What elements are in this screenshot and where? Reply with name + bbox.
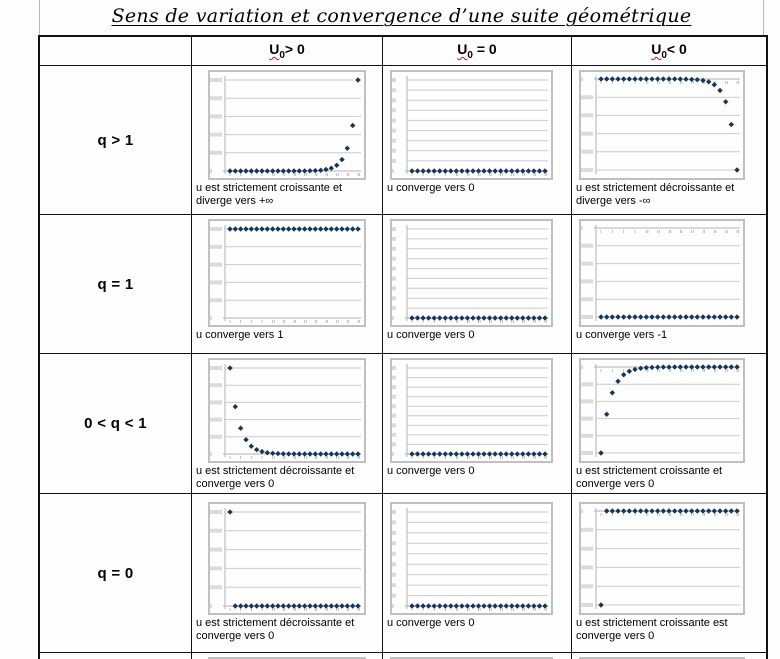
u0-symbol: $U_0$ xyxy=(457,41,473,61)
row-label-q-eq-1: q = 1 xyxy=(40,215,192,354)
sequence-chart xyxy=(208,219,366,327)
sequence-chart xyxy=(579,219,745,327)
sequence-chart xyxy=(208,358,366,463)
column-header-u0-negative xyxy=(572,37,766,66)
chart-caption: u est strictement croissante et converge vers 0 xyxy=(576,465,723,490)
u0-symbol: $U_0$ xyxy=(651,41,667,61)
cell-cutoff-u0-negative xyxy=(572,653,766,659)
sequence-chart xyxy=(208,502,366,615)
cell-q-between-u0-positive xyxy=(192,354,383,494)
page-title: Sens de variation et convergence d’une suite géométrique xyxy=(111,5,692,27)
table-corner-cell xyxy=(40,37,192,66)
variation-convergence-table xyxy=(38,35,768,659)
chart-caption: u converge vers 1 xyxy=(196,329,284,341)
row-label-q-eq-0: q = 0 xyxy=(40,494,192,653)
relation-text: = 0 xyxy=(472,41,497,58)
row-label-cutoff xyxy=(40,653,192,659)
sequence-chart xyxy=(579,70,745,180)
chart-caption: u converge vers 0 xyxy=(387,465,475,477)
cell-q-eq-0-u0-positive xyxy=(192,494,383,653)
chart-caption: u converge vers 0 xyxy=(387,329,475,341)
u0-symbol: $U_0$ xyxy=(269,41,285,61)
sequence-chart xyxy=(579,502,745,615)
sequence-chart xyxy=(390,219,553,327)
cell-q-gt-1-u0-zero xyxy=(383,66,572,215)
column-header-u0-zero xyxy=(383,37,572,66)
relation-text: > 0 xyxy=(284,41,305,58)
sequence-chart xyxy=(579,358,745,463)
cell-q-eq-1-u0-zero xyxy=(383,215,572,354)
cell-q-gt-1-u0-negative xyxy=(572,66,766,215)
chart-caption: u est strictement décroissante et converge vers 0 xyxy=(196,465,355,490)
cell-q-eq-1-u0-negative xyxy=(572,215,766,354)
cell-q-eq-1-u0-positive xyxy=(192,215,383,354)
cell-cutoff-u0-positive xyxy=(192,653,383,659)
sequence-chart xyxy=(390,70,553,180)
chart-caption: u converge vers -1 xyxy=(576,329,668,341)
cell-q-between-u0-negative xyxy=(572,354,766,494)
chart-caption: u converge vers 0 xyxy=(387,617,475,629)
chart-caption: u converge vers 0 xyxy=(387,182,475,194)
cell-q-eq-0-u0-negative xyxy=(572,494,766,653)
sequence-chart xyxy=(390,502,553,615)
cell-q-between-u0-zero xyxy=(383,354,572,494)
row-label-q-between-0-1: 0 < q < 1 xyxy=(40,354,192,494)
relation-text: < 0 xyxy=(666,41,687,58)
sequence-chart xyxy=(390,358,553,463)
chart-caption: u est strictement décroissante et converge vers 0 xyxy=(196,617,355,642)
chart-caption: u est strictement croissante et diverge vers +∞ xyxy=(196,182,343,207)
chart-caption: u est strictement croissante est converge vers 0 xyxy=(576,617,728,642)
column-header-u0-positive xyxy=(192,37,383,66)
cell-q-eq-0-u0-zero xyxy=(383,494,572,653)
chart-caption: u est strictement décroissante et diverge vers -∞ xyxy=(576,182,735,207)
row-label-q-gt-1: q > 1 xyxy=(40,66,192,215)
cell-cutoff-u0-zero xyxy=(383,653,572,659)
cell-q-gt-1-u0-positive xyxy=(192,66,383,215)
sequence-chart xyxy=(208,70,366,180)
